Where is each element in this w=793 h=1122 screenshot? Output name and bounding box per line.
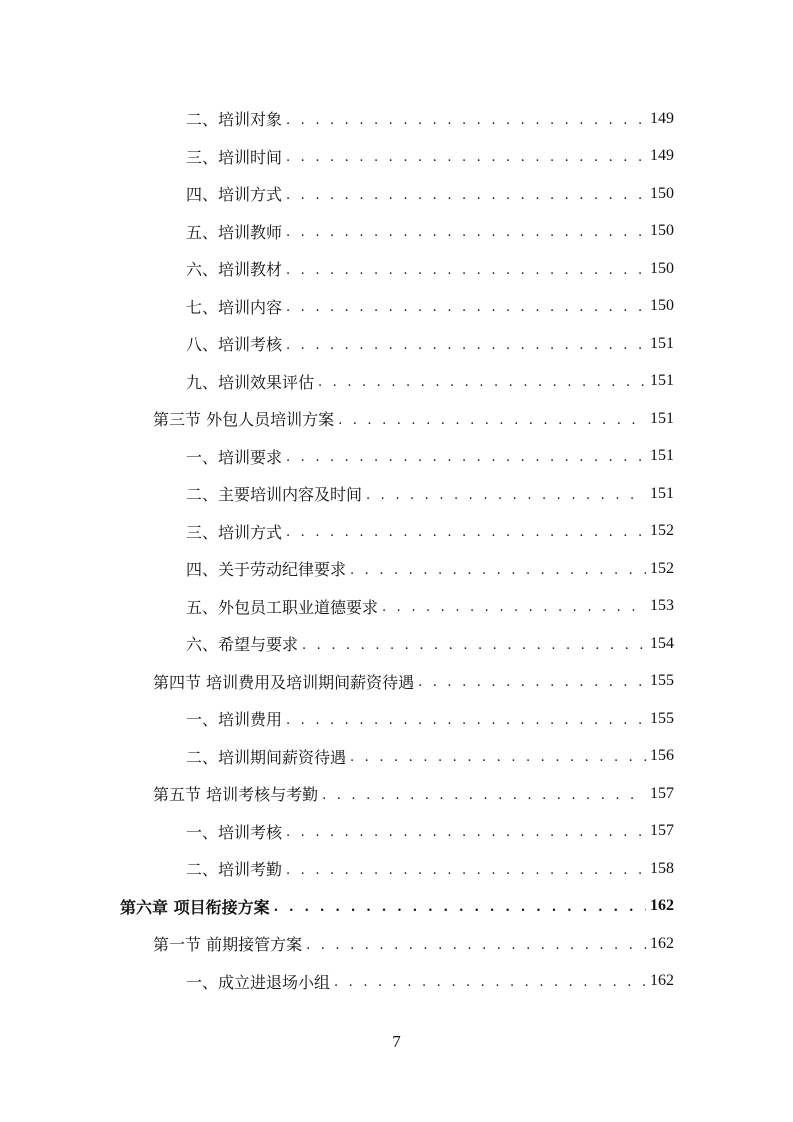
- toc-entry[interactable]: [0, 138, 793, 176]
- toc-entry-page: 151: [650, 372, 674, 390]
- toc-leader-dots: [382, 600, 646, 616]
- toc-entry[interactable]: [0, 625, 793, 663]
- toc-entry-title: 第三节 外包人员培训方案: [153, 410, 335, 430]
- toc-entry-title: 五、外包员工职业道德要求: [186, 597, 379, 617]
- toc-leader-dots: [286, 525, 646, 541]
- toc-leader-dots: [286, 713, 646, 729]
- toc-entry-page: 149: [650, 109, 674, 127]
- toc-entry[interactable]: [0, 588, 793, 626]
- toc-entry-title: 七、培训内容: [186, 297, 283, 317]
- toc-leader-dots: [286, 450, 646, 466]
- toc-entry-page: 153: [650, 597, 674, 615]
- toc-leader-dots: [350, 563, 646, 579]
- toc-leader-dots: [286, 338, 646, 354]
- toc-entry[interactable]: [0, 513, 793, 551]
- toc-entry-title: 五、培训教师: [186, 222, 283, 242]
- page-number: 7: [392, 1032, 401, 1051]
- toc-leader-dots: [286, 263, 646, 279]
- toc-entry-title: 第四节 培训费用及培训期间薪资待遇: [153, 672, 415, 692]
- table-of-contents: [0, 100, 793, 1000]
- toc-entry-section[interactable]: [0, 663, 793, 701]
- toc-entry-page: 152: [650, 559, 674, 577]
- toc-entry-page: 156: [650, 747, 674, 765]
- toc-entry-page: 158: [650, 859, 674, 877]
- toc-entry-title: 九、培训效果评估: [186, 372, 315, 392]
- toc-entry-title: 一、培训考核: [186, 822, 283, 842]
- toc-leader-dots: [418, 675, 646, 691]
- toc-entry[interactable]: [0, 100, 793, 138]
- toc-entry-title: 第一节 前期接管方案: [153, 935, 303, 955]
- toc-entry-title: 二、主要培训内容及时间: [186, 485, 363, 505]
- toc-leader-dots: [286, 113, 646, 129]
- toc-leader-dots: [366, 488, 646, 504]
- toc-entry-page: 149: [650, 147, 674, 165]
- toc-entry-title: 一、培训费用: [186, 710, 283, 730]
- toc-entry-title: 四、关于劳动纪律要求: [186, 560, 347, 580]
- toc-entry-page: 155: [650, 709, 674, 727]
- toc-leader-dots: [322, 788, 646, 804]
- toc-entry-page: 151: [650, 334, 674, 352]
- toc-entry[interactable]: [0, 700, 793, 738]
- toc-entry[interactable]: [0, 813, 793, 851]
- toc-entry-page: 162: [650, 934, 674, 952]
- toc-entry-page: 157: [650, 784, 674, 802]
- toc-entry[interactable]: [0, 363, 793, 401]
- toc-leader-dots: [274, 900, 646, 916]
- toc-entry-page: 162: [650, 972, 674, 990]
- toc-entry-page: 150: [650, 259, 674, 277]
- toc-leader-dots: [302, 638, 646, 654]
- toc-entry-section[interactable]: [0, 925, 793, 963]
- toc-leader-dots: [286, 300, 646, 316]
- toc-entry[interactable]: [0, 250, 793, 288]
- toc-leader-dots: [286, 188, 646, 204]
- toc-entry[interactable]: [0, 175, 793, 213]
- toc-entry[interactable]: [0, 213, 793, 251]
- toc-entry-title: 第五节 培训考核与考勤: [153, 785, 319, 805]
- toc-entry[interactable]: [0, 325, 793, 363]
- toc-entry-page: 150: [650, 184, 674, 202]
- toc-entry-page: 151: [650, 447, 674, 465]
- toc-entry-page: 154: [650, 634, 674, 652]
- toc-entry-page: 150: [650, 297, 674, 315]
- toc-entry-section[interactable]: [0, 400, 793, 438]
- toc-entry[interactable]: [0, 738, 793, 776]
- toc-entry[interactable]: [0, 475, 793, 513]
- toc-entry-title: 三、培训时间: [186, 147, 283, 167]
- toc-entry-page: 151: [650, 409, 674, 427]
- toc-entry-title: 第六章 项目衔接方案: [120, 897, 270, 917]
- toc-entry-title: 六、培训教材: [186, 260, 283, 280]
- toc-entry-title: 六、希望与要求: [186, 635, 299, 655]
- toc-leader-dots: [334, 975, 646, 991]
- toc-entry-title: 二、培训期间薪资待遇: [186, 747, 347, 767]
- toc-leader-dots: [306, 938, 646, 954]
- toc-entry-section[interactable]: [0, 775, 793, 813]
- toc-entry[interactable]: [0, 550, 793, 588]
- toc-entry-title: 八、培训考核: [186, 335, 283, 355]
- toc-leader-dots: [286, 825, 646, 841]
- toc-leader-dots: [286, 225, 646, 241]
- toc-entry-title: 一、成立进退场小组: [186, 972, 331, 992]
- toc-entry-title: 一、培训要求: [186, 447, 283, 467]
- toc-entry-page: 162: [650, 897, 674, 915]
- toc-entry[interactable]: [0, 288, 793, 326]
- toc-entry[interactable]: [0, 438, 793, 476]
- toc-entry-page: 151: [650, 484, 674, 502]
- toc-entry[interactable]: [0, 963, 793, 1001]
- toc-entry-title: 二、培训考勤: [186, 860, 283, 880]
- toc-leader-dots: [338, 413, 646, 429]
- toc-entry-title: 三、培训方式: [186, 522, 283, 542]
- toc-entry-chapter[interactable]: [0, 888, 793, 926]
- toc-leader-dots: [286, 150, 646, 166]
- toc-leader-dots: [350, 750, 646, 766]
- toc-leader-dots: [318, 375, 646, 391]
- toc-entry-title: 四、培训方式: [186, 185, 283, 205]
- toc-leader-dots: [286, 863, 646, 879]
- toc-entry-page: 150: [650, 222, 674, 240]
- toc-entry-page: 155: [650, 672, 674, 690]
- toc-entry-page: 157: [650, 822, 674, 840]
- toc-entry[interactable]: [0, 850, 793, 888]
- toc-entry-page: 152: [650, 522, 674, 540]
- toc-entry-title: 二、培训对象: [186, 110, 283, 130]
